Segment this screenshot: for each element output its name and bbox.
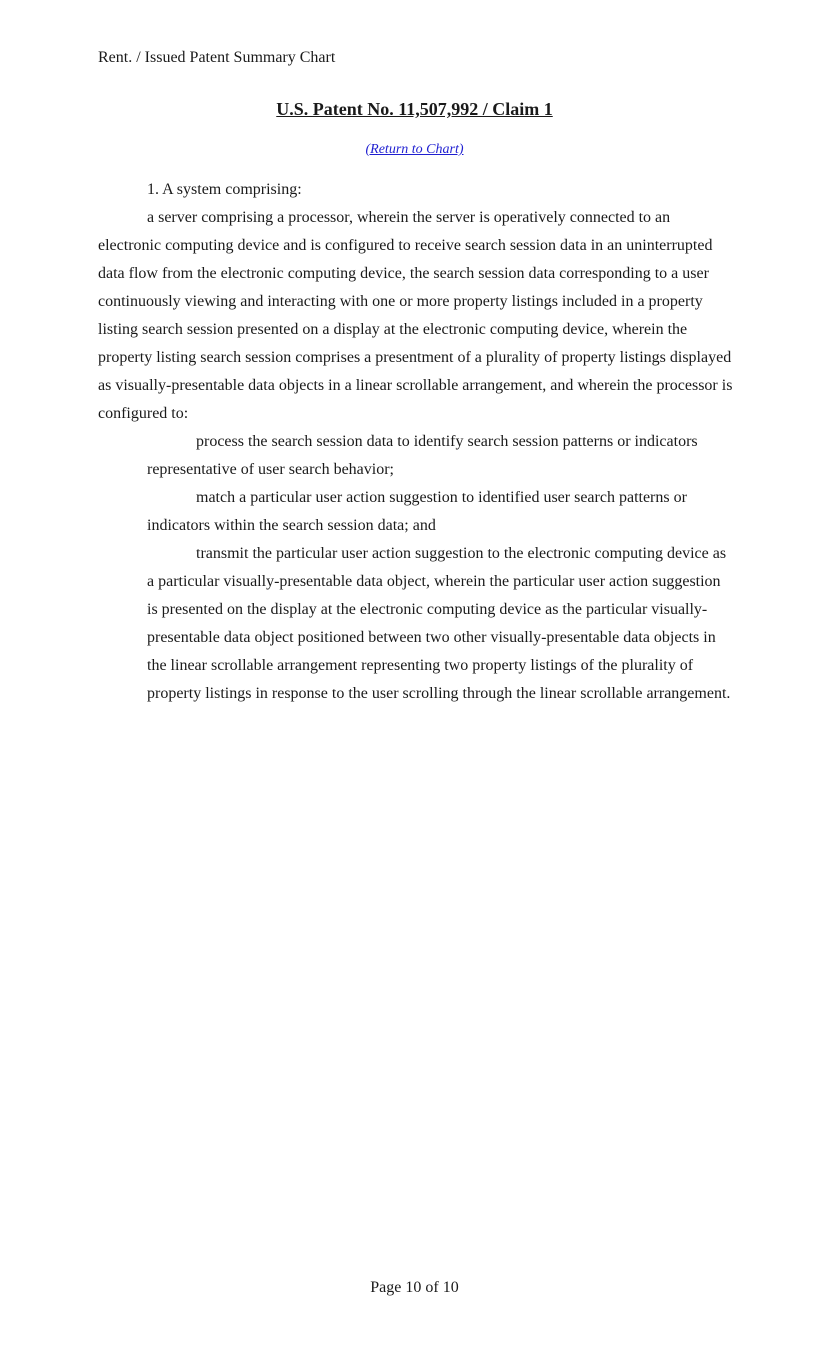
claim-text xyxy=(98,176,734,708)
claim-step-process: process the search session data to identify search session patterns or indicators representative of user search behavior; xyxy=(147,433,698,478)
return-to-chart-link[interactable]: (Return to Chart) xyxy=(365,142,464,157)
claim-preamble: 1. A system comprising: xyxy=(147,181,302,198)
claim-step-transmit: transmit the particular user action suggestion to the electronic computing device as a particular visually-presentable data object, wherein the particular user action suggestion is presented on the display at the electronic computing device as the particular visually-presentable data object positioned between two other visually-presentable data objects in the linear scrollable arrangement representing two property listings of the plurality of property listings in response to the user scrolling through the linear scrollable arrangement. xyxy=(147,545,731,702)
claim-step-match: match a particular user action suggestion to identified user search patterns or indicators within the search session data; and xyxy=(147,489,687,534)
return-link-container xyxy=(0,141,829,159)
running-header: Rent. / Issued Patent Summary Chart xyxy=(98,49,336,66)
page-number: Page 10 of 10 xyxy=(370,1279,459,1296)
claim-body: a server comprising a processor, wherein the server is operatively connected to an electronic computing device and is configured to receive search session data in an uninterrupted data flow from the electronic computing device, the search session data corresponding to a user continuously viewing and interacting with one or more property listings included in a property listing search session presented on a display at the electronic computing device, wherein the property listing search session comprises a presentment of a plurality of property listings displayed as visually-presentable data objects in a linear scrollable arrangement, and wherein the processor is configured to: xyxy=(98,209,733,422)
page-title: U.S. Patent No. 11,507,992 / Claim 1 xyxy=(276,99,553,119)
